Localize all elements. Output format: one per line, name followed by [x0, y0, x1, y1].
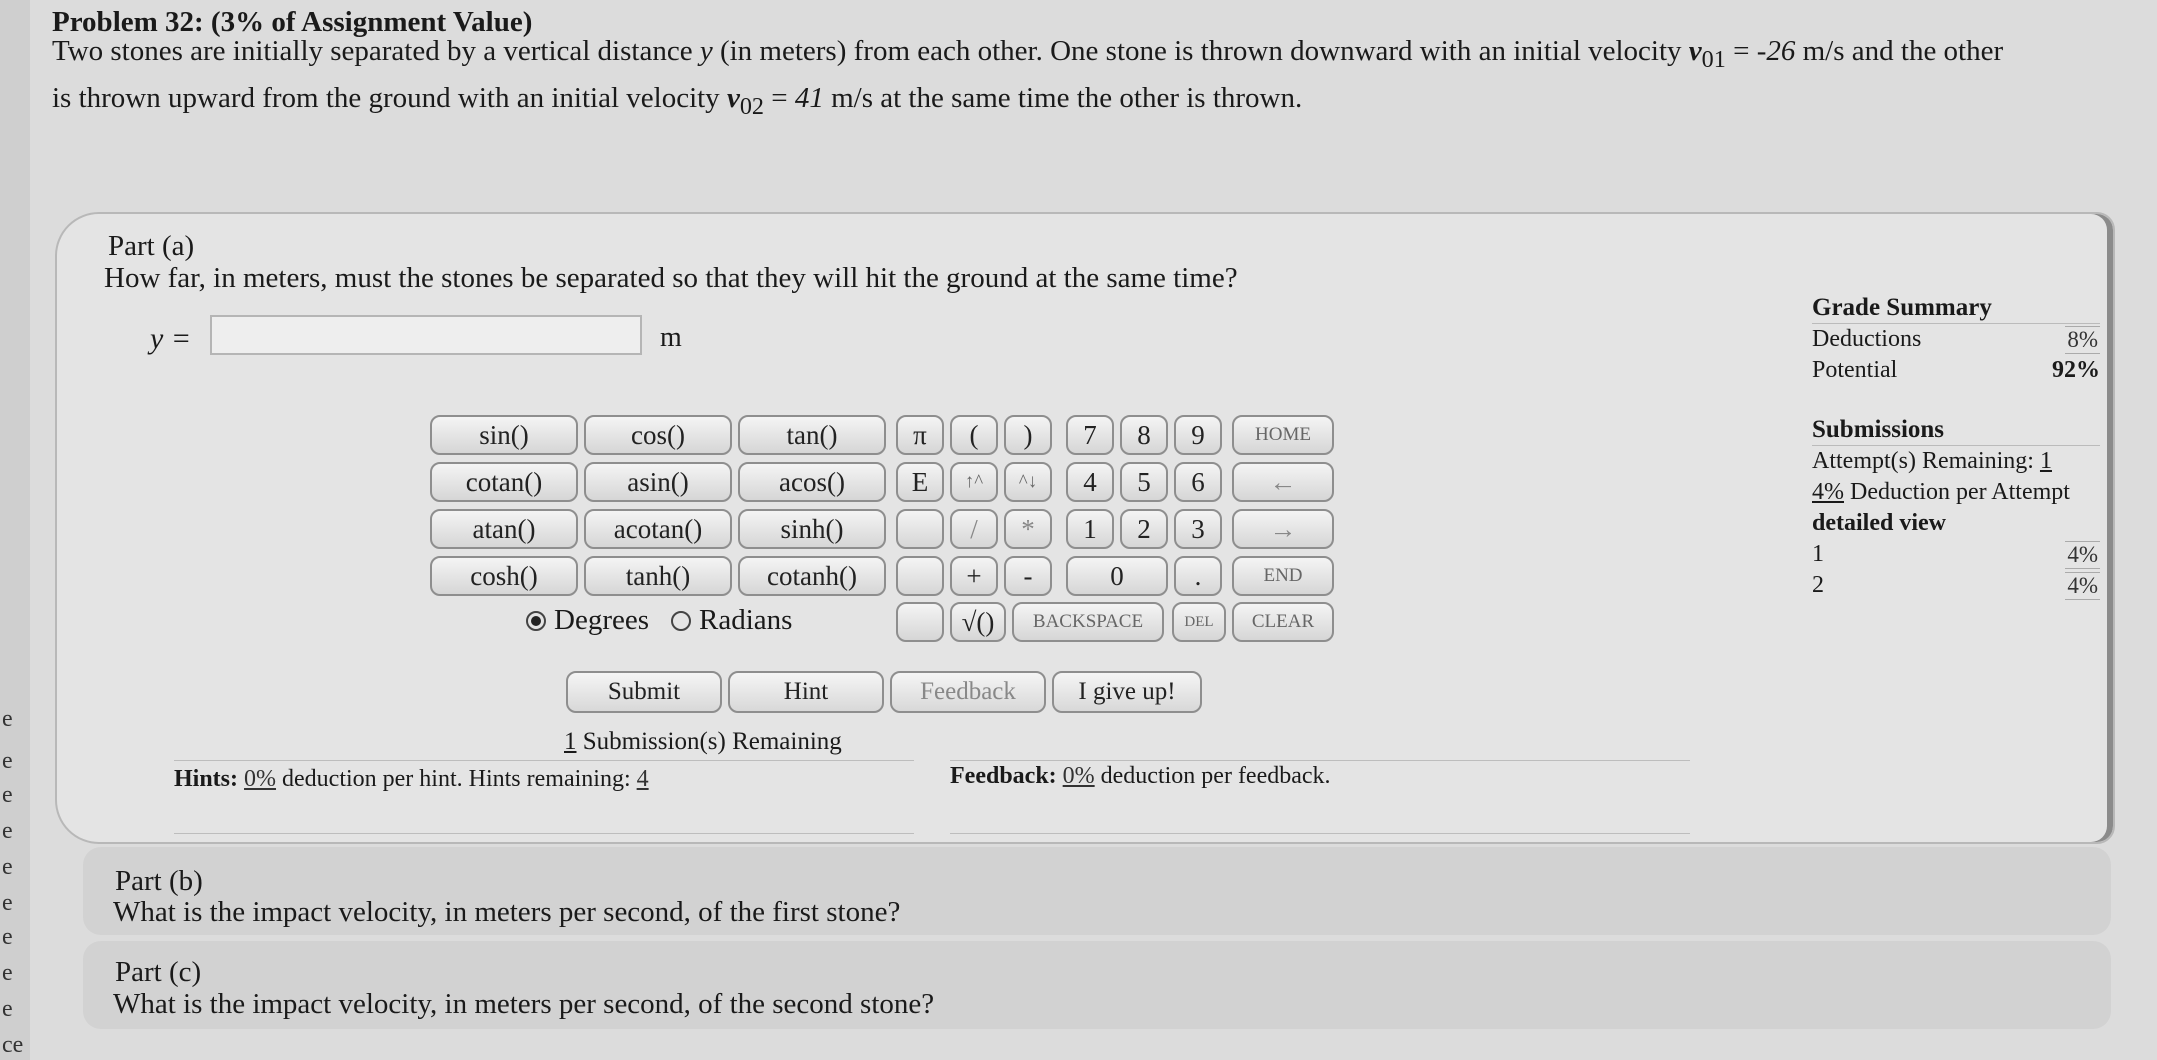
give-up-button[interactable]: I give up!: [1052, 671, 1202, 713]
digit-6-button[interactable]: 6: [1174, 462, 1222, 502]
part-c-question: What is the impact velocity, in meters per second, of the second stone?: [113, 988, 935, 1020]
deduction-per-attempt-text: Deduction per Attempt: [1844, 479, 2070, 505]
digit-2-button[interactable]: 2: [1120, 509, 1168, 549]
degrees-label: Degrees: [554, 604, 650, 636]
margin-glyph: e: [2, 890, 13, 916]
digit-1-button[interactable]: 1: [1066, 509, 1114, 549]
problem-text-3: is thrown upward from the ground with an initial velocity: [52, 81, 727, 114]
exponent-up-button[interactable]: ↑^: [950, 462, 998, 502]
backspace-button[interactable]: BACKSPACE: [1012, 602, 1164, 642]
radians-radio[interactable]: [671, 611, 691, 631]
cosh-button[interactable]: cosh(): [430, 556, 578, 596]
home-button[interactable]: HOME: [1232, 415, 1334, 455]
digit-9-button[interactable]: 9: [1174, 415, 1222, 455]
submissions-title: [1812, 414, 2100, 446]
exponent-down-button[interactable]: ^↓: [1004, 462, 1052, 502]
blank-key[interactable]: [896, 509, 944, 549]
degrees-radio[interactable]: [526, 611, 546, 631]
grade-summary-title-text: Grade Summary: [1812, 293, 1992, 321]
v02-symbol: v: [726, 81, 740, 114]
decimal-button[interactable]: .: [1174, 556, 1222, 596]
margin-glyph: e: [2, 854, 13, 880]
attempts-remaining-row: [1812, 446, 2100, 477]
acos-button[interactable]: acos(): [738, 462, 886, 502]
deduction-per-attempt-pct: 4%: [1812, 479, 1844, 505]
attempt-pct: 4%: [2067, 541, 2098, 567]
divider: [174, 833, 914, 834]
cos-button[interactable]: cos(): [584, 415, 732, 455]
digit-4-button[interactable]: 4: [1066, 462, 1114, 502]
hints-remaining: 4: [636, 766, 649, 792]
divider: [174, 760, 914, 761]
grade-summary: [1812, 292, 2100, 601]
deductions-row: [1812, 324, 2100, 355]
hints-pct: 0%: [244, 766, 277, 792]
cotan-button[interactable]: cotan(): [430, 462, 578, 502]
attempt-pct: 4%: [2067, 572, 2098, 598]
margin-glyph: e: [2, 818, 13, 844]
digit-8-button[interactable]: 8: [1120, 415, 1168, 455]
right-arrow-button[interactable]: →: [1232, 509, 1334, 549]
attempt-row: [1812, 570, 2100, 601]
tan-button[interactable]: tan(): [738, 415, 886, 455]
margin-glyph: e: [2, 960, 13, 986]
feedback-info: [950, 763, 1331, 790]
attempts-remaining-label: Attempt(s) Remaining:: [1812, 448, 2034, 474]
e-button[interactable]: E: [896, 462, 944, 502]
tanh-button[interactable]: tanh(): [584, 556, 732, 596]
feedback-text: deduction per feedback.: [1094, 763, 1331, 789]
cotanh-button[interactable]: cotanh(): [738, 556, 886, 596]
submissions-remaining-count: 1: [564, 728, 577, 755]
part-b-label: Part (b): [115, 865, 203, 897]
v02-sub: 02: [739, 92, 764, 120]
margin-glyph: e: [2, 924, 13, 950]
feedback-button[interactable]: Feedback: [890, 671, 1046, 713]
problem-var-y: y: [699, 35, 713, 67]
margin-glyph: e: [2, 996, 13, 1022]
potential-label: Potential: [1812, 357, 1898, 383]
problem-statement: [52, 32, 2132, 126]
clear-button[interactable]: CLEAR: [1232, 602, 1334, 642]
detailed-view-link[interactable]: detailed view: [1812, 510, 1946, 536]
deductions-value: 8%: [2067, 326, 2098, 352]
hint-button[interactable]: Hint: [728, 671, 884, 713]
v02-eq: =: [763, 81, 795, 114]
hints-info: [174, 766, 649, 793]
part-b-question: What is the impact velocity, in meters per second, of the first stone?: [113, 896, 901, 928]
answer-input[interactable]: [210, 315, 642, 355]
blank-key[interactable]: [896, 556, 944, 596]
v01-value: -26: [1756, 35, 1796, 67]
divider: [950, 833, 1690, 834]
unit-label: m: [660, 322, 682, 353]
angle-mode-selector: [526, 604, 792, 637]
v01-eq: =: [1725, 35, 1757, 67]
digit-5-button[interactable]: 5: [1120, 462, 1168, 502]
rparen-button[interactable]: ): [1004, 415, 1052, 455]
hints-text: deduction per hint. Hints remaining:: [276, 766, 631, 792]
potential-value: 92%: [2052, 357, 2100, 383]
pi-button[interactable]: π: [896, 415, 944, 455]
attempt-number: 2: [1812, 572, 1824, 598]
submit-button[interactable]: Submit: [566, 671, 722, 713]
minus-button[interactable]: -: [1004, 556, 1052, 596]
part-a-label: Part (a): [108, 230, 195, 262]
problem-text-1: Two stones are initially separated by a vertical distance: [52, 35, 700, 67]
v01-symbol: v: [1688, 35, 1702, 67]
part-c-label: Part (c): [115, 956, 202, 988]
digit-7-button[interactable]: 7: [1066, 415, 1114, 455]
feedback-label: Feedback:: [950, 763, 1057, 789]
asin-button[interactable]: asin(): [584, 462, 732, 502]
acotan-button[interactable]: acotan(): [584, 509, 732, 549]
digit-3-button[interactable]: 3: [1174, 509, 1222, 549]
lparen-button[interactable]: (: [950, 415, 998, 455]
margin-glyph: ce: [2, 1032, 24, 1058]
margin-glyph: e: [2, 782, 13, 808]
left-margin: [0, 0, 30, 1060]
left-arrow-button[interactable]: ←: [1232, 462, 1334, 502]
v01-sub: 01: [1701, 45, 1726, 73]
detailed-view-row: [1812, 508, 2100, 539]
submissions-remaining-text: Submission(s) Remaining: [576, 728, 842, 755]
sqrt-button[interactable]: √(): [950, 602, 1006, 642]
radians-label: Radians: [699, 604, 793, 636]
problem-title: Problem 32: (3% of Assignment Value): [52, 6, 533, 38]
potential-row: [1812, 355, 2100, 386]
part-a-question: How far, in meters, must the stones be separated so that they will hit the ground at the same time?: [104, 262, 1238, 294]
v01-unit: m/s and the other: [1795, 35, 2004, 67]
blank-key[interactable]: [896, 602, 944, 642]
digit-0-button[interactable]: 0: [1066, 556, 1168, 596]
hints-label: Hints:: [174, 766, 239, 792]
v02-value: 41: [794, 81, 824, 114]
answer-label: y =: [150, 322, 192, 355]
divider: [950, 760, 1690, 761]
deduction-per-attempt-row: [1812, 477, 2100, 508]
sinh-button[interactable]: sinh(): [738, 509, 886, 549]
margin-glyph: e: [2, 706, 13, 732]
plus-button[interactable]: +: [950, 556, 998, 596]
attempt-number: 1: [1812, 541, 1824, 567]
grade-summary-title: [1812, 292, 2100, 324]
attempt-row: [1812, 539, 2100, 570]
atan-button[interactable]: atan(): [430, 509, 578, 549]
submissions-remaining: [564, 728, 842, 756]
v02-unit: m/s at the same time the other is thrown.: [823, 81, 1303, 114]
margin-glyph: e: [2, 748, 13, 774]
feedback-pct: 0%: [1062, 763, 1095, 789]
del-button[interactable]: DEL: [1172, 602, 1226, 642]
divide-button[interactable]: /: [950, 509, 998, 549]
submissions-title-text: Submissions: [1812, 415, 1945, 443]
problem-text-2: (in meters) from each other. One stone is thrown downward with an initial velocity: [712, 35, 1689, 67]
attempts-remaining-value: 1: [2039, 448, 2052, 474]
multiply-button[interactable]: *: [1004, 509, 1052, 549]
end-button[interactable]: END: [1232, 556, 1334, 596]
deductions-label: Deductions: [1812, 326, 1922, 352]
sin-button[interactable]: sin(): [430, 415, 578, 455]
